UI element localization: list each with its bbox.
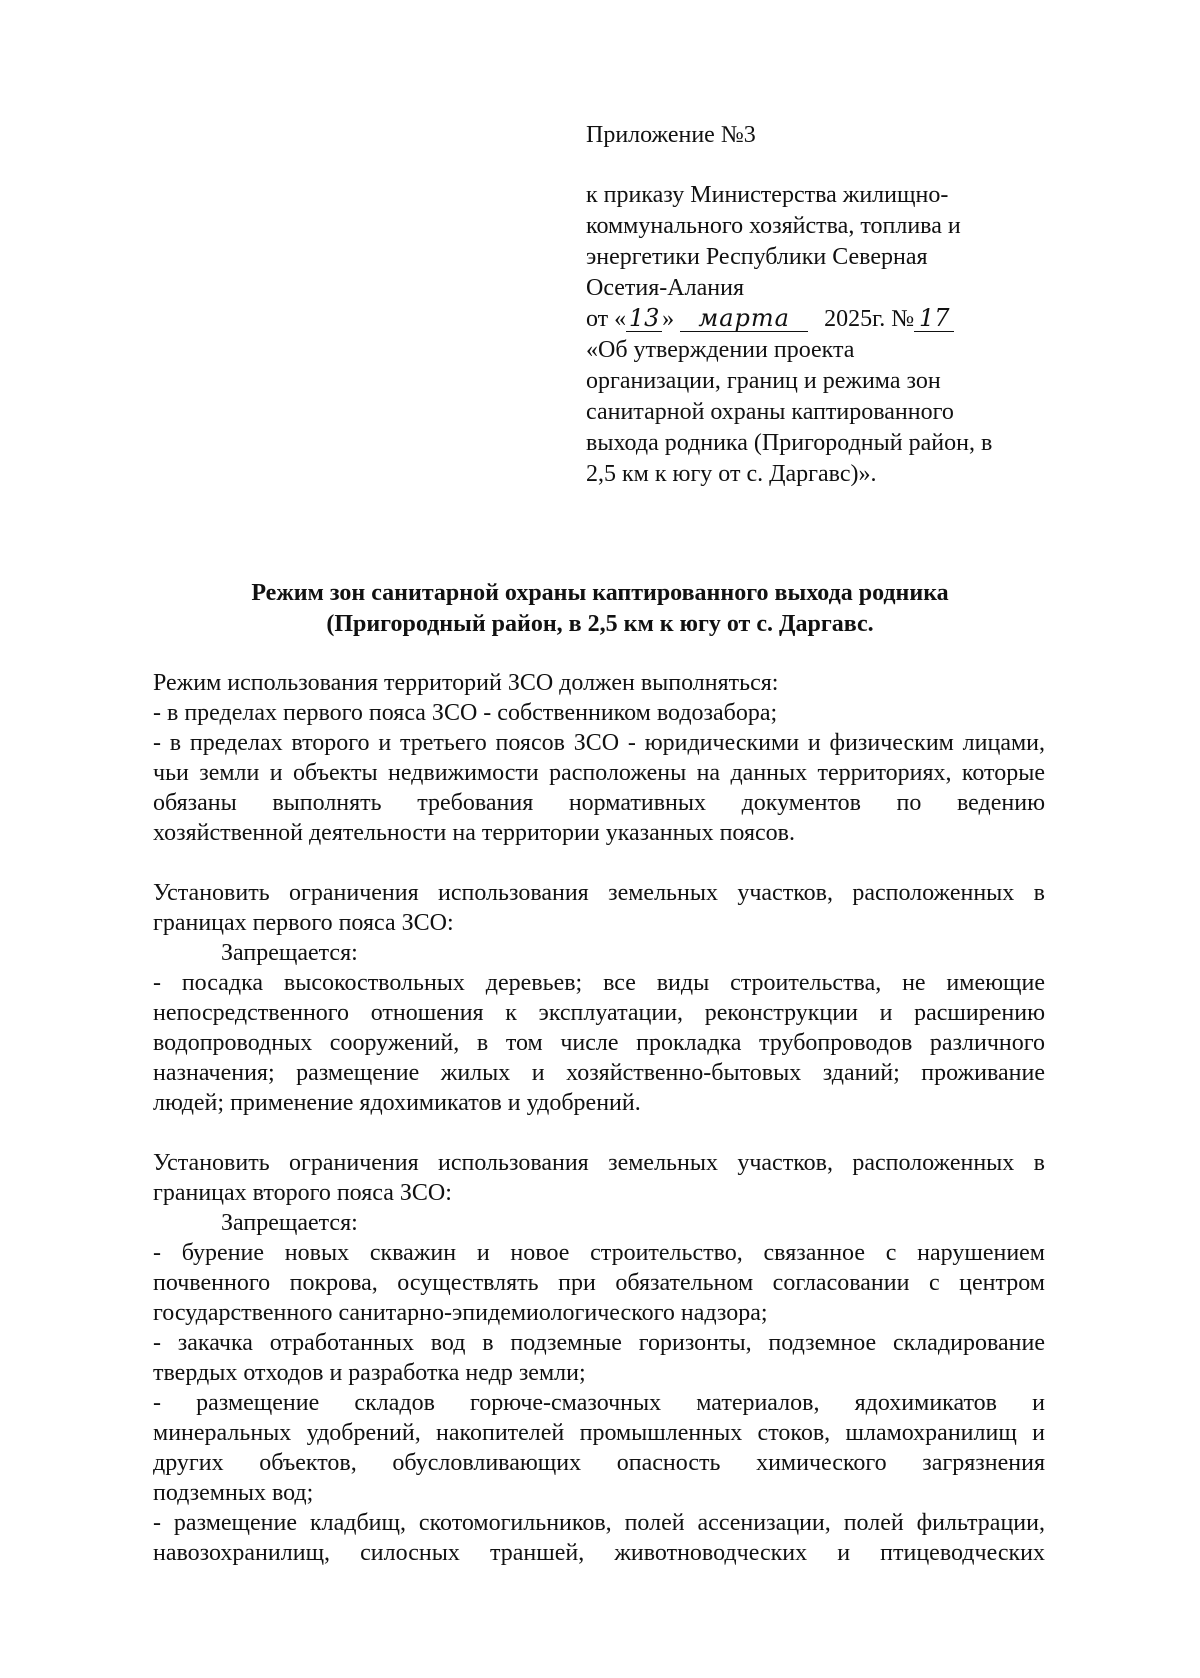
document-body (153, 668, 1045, 1568)
text-line: Установить ограничения использования земельных участков, расположенных в (153, 880, 1045, 906)
date-year: 2025г. № (824, 306, 915, 332)
handwritten-month: марта (680, 305, 808, 332)
subject-line: организации, границ и режима зон (586, 368, 941, 394)
text-line: других объектов, обусловливающих опасность химического загрязнения (153, 1450, 1045, 1476)
text-line: границах второго пояса ЗСО: (153, 1180, 452, 1206)
text-line: навозохранилищ, силосных траншей, животноводческих и птицеводческих (153, 1540, 1045, 1566)
document-title (150, 578, 1050, 640)
text-line: людей; применение ядохимикатов и удобрений. (153, 1090, 641, 1116)
appendix-line: энергетики Республики Северная (586, 244, 928, 270)
text-line: твердых отходов и разработка недр земли; (153, 1360, 586, 1386)
subject-line: санитарной охраны каптированного (586, 399, 954, 425)
text-line: - посадка высокоствольных деревьев; все виды строительства, не имеющие (153, 970, 1045, 996)
appendix-line: Осетия-Алания (586, 275, 744, 301)
prohibited-heading: Запрещается: (221, 940, 358, 966)
text-line: - в пределах первого пояса ЗСО - собственником водозабора; (153, 700, 778, 726)
appendix-line: к приказу Министерства жилищно- (586, 182, 949, 208)
date-prefix: от « (586, 306, 627, 332)
text-line: назначения; размещение жилых и хозяйственно-бытовых зданий; проживание (153, 1060, 1045, 1086)
handwritten-day: 13 (626, 305, 662, 332)
appendix-number: Приложение №3 (586, 122, 756, 148)
text-line: - размещение складов горюче-смазочных материалов, ядохимикатов и (153, 1390, 1045, 1416)
date-mid: » (662, 306, 675, 332)
text-line: - в пределах второго и третьего поясов ЗСО - юридическими и физическим лицами, (153, 730, 1045, 756)
subject-line: выхода родника (Пригородный район, в (586, 430, 993, 456)
first-belt-section (153, 878, 1045, 1118)
appendix-line: коммунального хозяйства, топлива и (586, 213, 961, 239)
text-line: минеральных удобрений, накопителей промышленных стоков, шламохранилищ и (153, 1420, 1045, 1446)
prohibited-heading: Запрещается: (221, 1210, 358, 1236)
text-line: Установить ограничения использования земельных участков, расположенных в (153, 1150, 1045, 1176)
text-line: государственного санитарно-эпидемиологического надзора; (153, 1300, 768, 1326)
second-belt-section (153, 1148, 1045, 1568)
text-line: подземных вод; (153, 1480, 314, 1506)
text-line: почвенного покрова, осуществлять при обязательном согласовании с центром (153, 1270, 1045, 1296)
title-line-1: Режим зон санитарной охраны каптированного выхода родника (251, 580, 949, 606)
regime-paragraph (153, 668, 1045, 848)
handwritten-order-number: 17 (914, 305, 954, 332)
text-line: Режим использования территорий ЗСО должен выполняться: (153, 670, 779, 696)
subject-line: 2,5 км к югу от с. Даргавс)». (586, 461, 877, 487)
order-date-line (586, 304, 1056, 335)
text-line: - закачка отработанных вод в подземные горизонты, подземное складирование (153, 1330, 1045, 1356)
text-line: чьи земли и объекты недвижимости расположены на данных территориях, которые (153, 760, 1045, 786)
text-line: хозяйственной деятельности на территории указанных поясов. (153, 820, 795, 846)
title-line-2: (Пригородный район, в 2,5 км к югу от с. Даргавс. (326, 611, 874, 637)
subject-line: «Об утверждении проекта (586, 337, 855, 363)
text-line: непосредственного отношения к эксплуатации, реконструкции и расширению (153, 1000, 1045, 1026)
appendix-header (586, 120, 1056, 490)
text-line: обязаны выполнять требования нормативных документов по ведению (153, 790, 1045, 816)
text-line: - бурение новых скважин и новое строительство, связанное с нарушением (153, 1240, 1045, 1266)
text-line: водопроводных сооружений, в том числе прокладка трубопроводов различного (153, 1030, 1045, 1056)
text-line: границах первого пояса ЗСО: (153, 910, 454, 936)
text-line: - размещение кладбищ, скотомогильников, полей ассенизации, полей фильтрации, (153, 1510, 1045, 1536)
